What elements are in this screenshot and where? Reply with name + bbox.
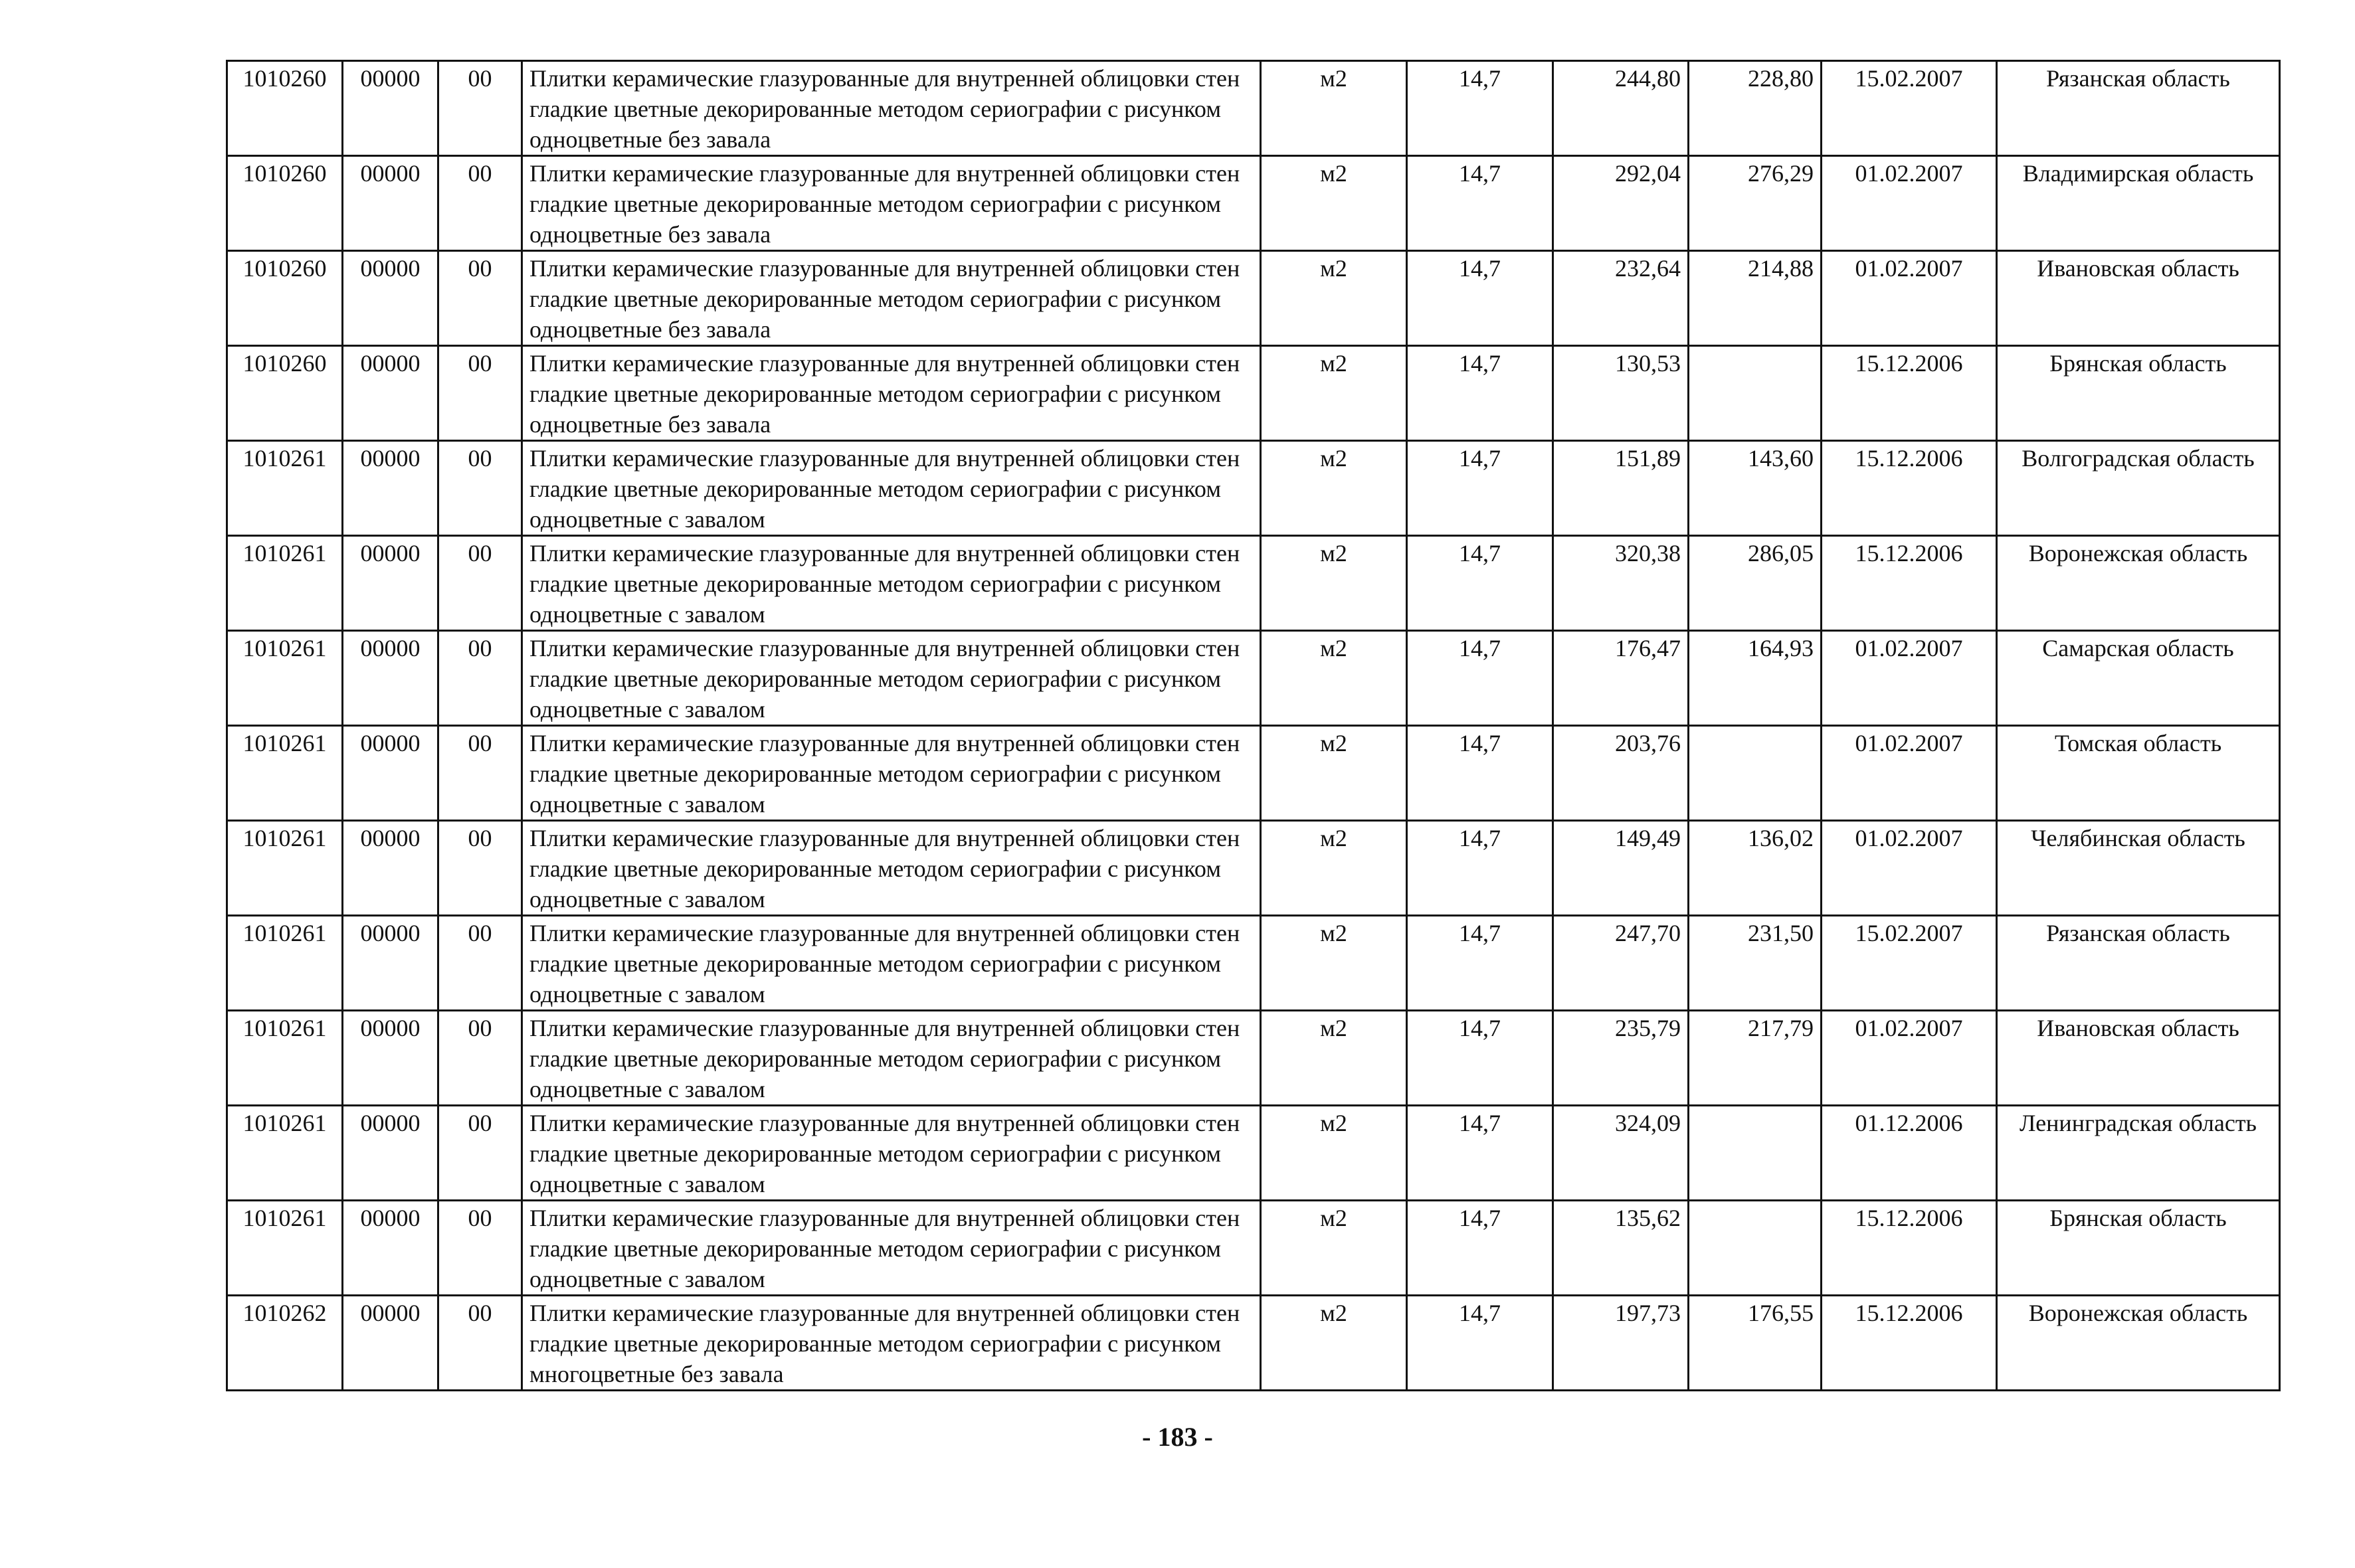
table-row [227,1011,2280,1106]
rate-cell: 14,7 [1407,631,1553,726]
region-cell: Томская область [1997,726,2280,821]
table-row [227,631,2280,726]
description-cell: Плитки керамические глазурованные для внутренней облицовки стен гладкие цветные декорированные методом сериографии с рисунком одноцветные без завала [522,346,1261,441]
product-code-cell: 1010261 [227,726,343,821]
product-code-cell: 1010261 [227,1106,343,1201]
table-row [227,251,2280,346]
ext-code-cell: 00 [438,1011,522,1106]
sub-code-cell: 00000 [343,916,438,1011]
price-alt-cell [1689,346,1822,441]
rate-cell: 14,7 [1407,536,1553,631]
table-row [227,156,2280,251]
region-cell: Самарская область [1997,631,2280,726]
price-alt-cell: 164,93 [1689,631,1822,726]
region-cell: Воронежская область [1997,536,2280,631]
price-cell: 135,62 [1553,1201,1689,1296]
price-cell: 197,73 [1553,1296,1689,1391]
price-alt-cell [1689,726,1822,821]
sub-code-cell: 00000 [343,441,438,536]
sub-code-cell: 00000 [343,61,438,156]
date-cell: 15.12.2006 [1822,1296,1997,1391]
product-code-cell: 1010261 [227,536,343,631]
product-code-cell: 1010261 [227,1011,343,1106]
description-cell: Плитки керамические глазурованные для внутренней облицовки стен гладкие цветные декорированные методом сериографии с рисунком одноцветные с завалом [522,536,1261,631]
sub-code-cell: 00000 [343,1106,438,1201]
price-alt-cell: 214,88 [1689,251,1822,346]
sub-code-cell: 00000 [343,631,438,726]
date-cell: 15.12.2006 [1822,1201,1997,1296]
sub-code-cell: 00000 [343,821,438,916]
sub-code-cell: 00000 [343,1296,438,1391]
product-code-cell: 1010260 [227,346,343,441]
product-code-cell: 1010261 [227,631,343,726]
region-cell: Рязанская область [1997,916,2280,1011]
price-table [226,60,2281,1391]
ext-code-cell: 00 [438,631,522,726]
region-cell: Брянская область [1997,346,2280,441]
unit-cell: м2 [1261,916,1407,1011]
ext-code-cell: 00 [438,726,522,821]
date-cell: 15.02.2007 [1822,61,1997,156]
table-row [227,1201,2280,1296]
region-cell: Ивановская область [1997,251,2280,346]
product-code-cell: 1010261 [227,821,343,916]
table-row [227,61,2280,156]
table-row [227,821,2280,916]
sub-code-cell: 00000 [343,251,438,346]
rate-cell: 14,7 [1407,1296,1553,1391]
price-alt-cell: 231,50 [1689,916,1822,1011]
price-alt-cell: 228,80 [1689,61,1822,156]
product-code-cell: 1010262 [227,1296,343,1391]
ext-code-cell: 00 [438,536,522,631]
unit-cell: м2 [1261,346,1407,441]
ext-code-cell: 00 [438,1296,522,1391]
price-alt-cell: 217,79 [1689,1011,1822,1106]
rate-cell: 14,7 [1407,1106,1553,1201]
date-cell: 01.02.2007 [1822,251,1997,346]
unit-cell: м2 [1261,441,1407,536]
product-code-cell: 1010260 [227,61,343,156]
date-cell: 01.02.2007 [1822,631,1997,726]
table-body [227,61,2280,1391]
price-alt-cell: 143,60 [1689,441,1822,536]
description-cell: Плитки керамические глазурованные для внутренней облицовки стен гладкие цветные декорированные методом сериографии с рисунком одноцветные с завалом [522,726,1261,821]
unit-cell: м2 [1261,156,1407,251]
date-cell: 01.12.2006 [1822,1106,1997,1201]
region-cell: Брянская область [1997,1201,2280,1296]
unit-cell: м2 [1261,631,1407,726]
region-cell: Ленинградская область [1997,1106,2280,1201]
unit-cell: м2 [1261,1011,1407,1106]
unit-cell: м2 [1261,1296,1407,1391]
unit-cell: м2 [1261,61,1407,156]
rate-cell: 14,7 [1407,61,1553,156]
price-cell: 151,89 [1553,441,1689,536]
ext-code-cell: 00 [438,346,522,441]
ext-code-cell: 00 [438,1201,522,1296]
ext-code-cell: 00 [438,61,522,156]
product-code-cell: 1010261 [227,916,343,1011]
description-cell: Плитки керамические глазурованные для внутренней облицовки стен гладкие цветные декорированные методом сериографии с рисунком одноцветные с завалом [522,916,1261,1011]
ext-code-cell: 00 [438,1106,522,1201]
date-cell: 15.12.2006 [1822,346,1997,441]
price-alt-cell [1689,1201,1822,1296]
rate-cell: 14,7 [1407,156,1553,251]
description-cell: Плитки керамические глазурованные для внутренней облицовки стен гладкие цветные декорированные методом сериографии с рисунком одноцветные без завала [522,61,1261,156]
price-cell: 232,64 [1553,251,1689,346]
description-cell: Плитки керамические глазурованные для внутренней облицовки стен гладкие цветные декорированные методом сериографии с рисунком одноцветные с завалом [522,1201,1261,1296]
region-cell: Рязанская область [1997,61,2280,156]
ext-code-cell: 00 [438,156,522,251]
date-cell: 01.02.2007 [1822,821,1997,916]
product-code-cell: 1010261 [227,441,343,536]
table-row [227,1296,2280,1391]
rate-cell: 14,7 [1407,441,1553,536]
price-cell: 130,53 [1553,346,1689,441]
region-cell: Воронежская область [1997,1296,2280,1391]
sub-code-cell: 00000 [343,346,438,441]
price-cell: 292,04 [1553,156,1689,251]
unit-cell: м2 [1261,536,1407,631]
table-row [227,1106,2280,1201]
price-cell: 244,80 [1553,61,1689,156]
price-alt-cell: 176,55 [1689,1296,1822,1391]
rate-cell: 14,7 [1407,1011,1553,1106]
description-cell: Плитки керамические глазурованные для внутренней облицовки стен гладкие цветные декорированные методом сериографии с рисунком одноцветные с завалом [522,821,1261,916]
region-cell: Ивановская область [1997,1011,2280,1106]
product-code-cell: 1010260 [227,251,343,346]
date-cell: 01.02.2007 [1822,156,1997,251]
date-cell: 15.12.2006 [1822,441,1997,536]
sub-code-cell: 00000 [343,726,438,821]
unit-cell: м2 [1261,251,1407,346]
description-cell: Плитки керамические глазурованные для внутренней облицовки стен гладкие цветные декорированные методом сериографии с рисунком одноцветные с завалом [522,441,1261,536]
description-cell: Плитки керамические глазурованные для внутренней облицовки стен гладкие цветные декорированные методом сериографии с рисунком одноцветные с завалом [522,631,1261,726]
unit-cell: м2 [1261,1106,1407,1201]
unit-cell: м2 [1261,726,1407,821]
price-cell: 203,76 [1553,726,1689,821]
price-cell: 235,79 [1553,1011,1689,1106]
date-cell: 15.02.2007 [1822,916,1997,1011]
date-cell: 01.02.2007 [1822,1011,1997,1106]
sub-code-cell: 00000 [343,156,438,251]
ext-code-cell: 00 [438,916,522,1011]
sub-code-cell: 00000 [343,1011,438,1106]
region-cell: Челябинская область [1997,821,2280,916]
product-code-cell: 1010260 [227,156,343,251]
description-cell: Плитки керамические глазурованные для внутренней облицовки стен гладкие цветные декорированные методом сериографии с рисунком одноцветные без завала [522,156,1261,251]
price-cell: 324,09 [1553,1106,1689,1201]
rate-cell: 14,7 [1407,346,1553,441]
price-cell: 320,38 [1553,536,1689,631]
region-cell: Волгоградская область [1997,441,2280,536]
product-code-cell: 1010261 [227,1201,343,1296]
ext-code-cell: 00 [438,251,522,346]
date-cell: 01.02.2007 [1822,726,1997,821]
unit-cell: м2 [1261,1201,1407,1296]
price-cell: 247,70 [1553,916,1689,1011]
table-row [227,916,2280,1011]
price-alt-cell: 276,29 [1689,156,1822,251]
description-cell: Плитки керамические глазурованные для внутренней облицовки стен гладкие цветные декорированные методом сериографии с рисунком одноцветные без завала [522,251,1261,346]
table-row [227,726,2280,821]
table-row [227,346,2280,441]
price-alt-cell: 136,02 [1689,821,1822,916]
rate-cell: 14,7 [1407,916,1553,1011]
rate-cell: 14,7 [1407,821,1553,916]
ext-code-cell: 00 [438,441,522,536]
price-alt-cell: 286,05 [1689,536,1822,631]
sub-code-cell: 00000 [343,1201,438,1296]
price-cell: 149,49 [1553,821,1689,916]
price-alt-cell [1689,1106,1822,1201]
ext-code-cell: 00 [438,821,522,916]
page-number: - 183 - [1142,1422,1213,1452]
region-cell: Владимирская область [1997,156,2280,251]
description-cell: Плитки керамические глазурованные для внутренней облицовки стен гладкие цветные декорированные методом сериографии с рисунком одноцветные с завалом [522,1106,1261,1201]
description-cell: Плитки керамические глазурованные для внутренней облицовки стен гладкие цветные декорированные методом сериографии с рисунком многоцветные без завала [522,1296,1261,1391]
rate-cell: 14,7 [1407,726,1553,821]
rate-cell: 14,7 [1407,1201,1553,1296]
price-cell: 176,47 [1553,631,1689,726]
unit-cell: м2 [1261,821,1407,916]
table-row [227,536,2280,631]
rate-cell: 14,7 [1407,251,1553,346]
sub-code-cell: 00000 [343,536,438,631]
description-cell: Плитки керамические глазурованные для внутренней облицовки стен гладкие цветные декорированные методом сериографии с рисунком одноцветные с завалом [522,1011,1261,1106]
date-cell: 15.12.2006 [1822,536,1997,631]
table-row [227,441,2280,536]
